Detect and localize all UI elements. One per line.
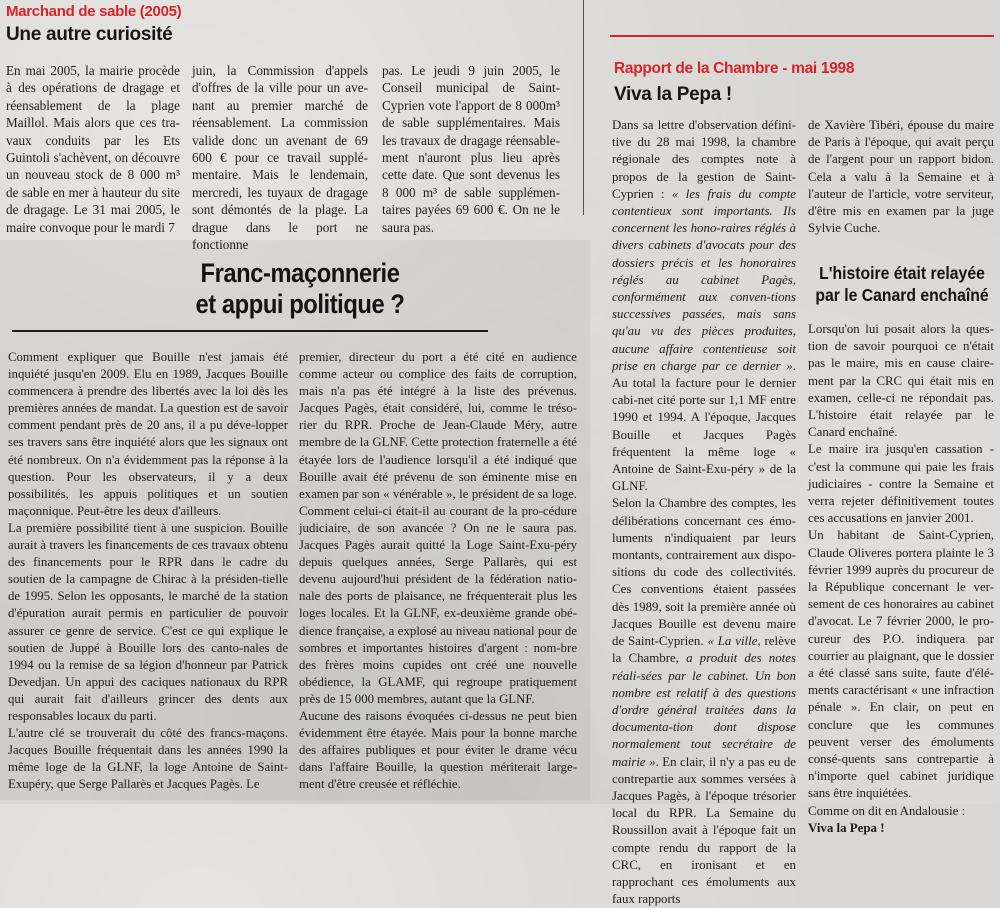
franc-column-2	[299, 349, 577, 793]
column-divider	[583, 0, 584, 215]
pepa-text: . En clair, il n'y a pas eu de contrepartie aux sommes versées à Jacques Pagès, à l'époque trésorier local du RPR. La Semaine du Roussillon avait à l'époque fait un compte rendu du rapport de la CRC, en ironisant et en rapprochant ces émoluments aux faux rapports	[612, 754, 796, 907]
pepa-text: . Au total la facture pour le dernier cabi-net cité porte sur 1,1 MF entre 1990 et 1994. A l'époque, Jacques Bouille et Jacques Pagès fréquentent la même loge « Antoine de Saint-Exu-péry » de la GLNF.	[612, 358, 796, 494]
pepa-text: Dans sa lettre d'observation défini-tive du 28 mai 1998, la chambre régionale des comptes note à propos de la gestion de Saint-Cyprien :	[612, 118, 796, 201]
pepa-paragraph: de Xavière Tibéri, épouse du maire de Paris à l'époque, qui avait perçu de l'argent pour un rapport bidon. Cela a valu à la Semaine et à l'auteur de l'article, votre serviteur, d'être mis en examen par la juge Sylvie Cuche.	[808, 118, 994, 236]
pepa-subhead-line-1: L'histoire était relayée	[819, 263, 985, 283]
franc-headline	[71, 258, 529, 320]
pepa-text: Selon la Chambre des comptes, les délibérations concernant ces émo-luments n'indiquaient par leurs montants, contrairement aux dispo-sitions du code des collectivités. Ces conventions étaient passées dès 1989, soit la première année où Jacques Bouille est devenu maire de Saint-Cyprien.	[612, 496, 796, 649]
sable-kicker: Marchand de sable (2005)	[6, 3, 182, 20]
pepa-text: , relève la Chambre,	[612, 634, 796, 666]
franc-paragraph: La première possibilité tient à une suspicion. Bouille aurait à travers les financements de ces travaux obtenu des financements pour le RPR dans le cadre du soutien de la campagne de Chirac à la présiden-tielle de 1995. Selon les opposants, le marché de la station d'épuration aurait permis en particulier de pouvoir assurer ce genre de service. C'est ce qui explique le soutien de Juppé à Bouille lors des canto-nales de 1994 ou la remise de sa légion d'honneur par Patrick Devedjan. Un appui des caciques nationaux du RPR qui aurait fait d'ailleurs grincer des dents aux responsables locaux du parti.	[8, 520, 288, 723]
pepa-paragraph: Un habitant de Saint-Cyprien, Claude Oliveres portera plainte le 3 février 1999 auprès du procureur de la République concernant le ver-sement de ces honoraires au cabinet d'avocat. Le 7 février 2000, le pro-cureur des P.O. indiquera par courrier au plaignant, que le dossier a été classé sans suite, faute d'élé-ments caractérisant « une infraction pénale ». En clair, on peut en conclure que les communes peuvent verser des émoluments consé-quents sans contrepartie à n'importe quel cabinet juridique sans être inquiétées.	[808, 528, 994, 801]
pepa-column-2	[808, 117, 994, 237]
pepa-paragraph: Lorsqu'on lui posait alors la ques-tion de savoir pourquoi ce n'était pas le maire, mis en cause claire-ment par la CRC qui était mis en examen, celle-ci ne répondait pas. L'histoire était relayée par le Canard enchaîné.	[808, 322, 994, 440]
franc-paragraph: Comment expliquer que Bouille n'est jamais été inquiété jusqu'en 2009. Elu en 1989, Jacques Bouille commencera à prendre des libertés avec la loi dès les premières années de mandat. La question est de savoir comment pendant près de 20 ans, il a pu déve-lopper ses travers sans être inquiété alors que les signaux ont été nombreux. On n'a évidemment pas la réponse à la question. Pour les observateurs, il y a deux possibilités, les appuis politiques et un soutien maçonnique. Peut-être les deux d'ailleurs.	[8, 350, 288, 518]
pepa-column-1	[612, 117, 796, 908]
pepa-subhead-line-2: par le Canard enchaîné	[815, 285, 989, 305]
pepa-quote: « La ville	[707, 634, 758, 649]
pepa-title: Viva la Pepa !	[614, 84, 732, 105]
franc-headline-line-1: Franc-maçonnerie	[200, 258, 400, 288]
franc-column-1	[8, 349, 288, 793]
franc-paragraph: Aucune des raisons évoquées ci-dessus ne peut bien évidemment être étayée. Mais pour la bonne marche des affaires publiques et pour éviter le drame vécu dans l'affaire Bouille, la question mériterait large-ment d'être creusée et réfléchie.	[299, 708, 577, 792]
sable-column-1: En mai 2005, la mairie procède à des opérations de dragage et réensablement de la plage Maillol. Mais alors que ces tra-vaux conduits par les Ets Guintoli s'achèvent, on découvre un nouveau stock de 8 000 m³ de sable en mer à hauteur du site de dragage. Le 31 mai 2005, le maire convoque pour le mardi 7	[6, 63, 180, 235]
sable-column-2: juin, la Commission d'appels d'offres de la ville pour un ave-nant au premier marché de réensablement. La commission valide donc un avenant de 69 600 € pour ce travail supplé-mentaire. Mais le lendemain, mercredi, les tuyaux de dragage sont démontés de la plage. La drague dans le port ne fonctionne	[192, 63, 368, 253]
pepa-paragraph	[612, 117, 796, 495]
pepa-quote: « les frais du compte contentieux sont importants. Ils concernent les hono-raires réglés à divers cabinets d'avocats pour des dossiers précis et les honoraires réglés au cabinet Pagès, conformément aux conven-tions successives passées, mais sans qu'au vu des pièces produites, aucune affaire contentieuse soit prise en charge par ce dernier »	[612, 186, 796, 373]
pepa-quote: a produit des notes réali-sées par le cabinet. Un bon nombre est relatif à des questions d'ordre général traitées dans la documenta-tion dont dispose normalement tout secrétaire de mairie »	[612, 651, 796, 769]
pepa-signoff: Viva la Pepa !	[808, 820, 885, 835]
franc-paragraph: premier, directeur du port a été cité en audience comme acteur ou complice des faits de corruption, mais n'a pas été intégré à la liste des prévenus. Jacques Pagès, était considéré, lui, comme le tréso-rier du RPR. Proche de Jean-Claude Méry, autre membre de la GLNF. Cette protection fraternelle a été étayée lors de l'audience lorsqu'il a été indiqué que Bouille avait été prévenu de son éminente mise en examen par son « vénérable », le président de sa loge. Comment celui-ci était-il au courant de la pro-cédure judiciaire, de son avancée ? On ne le saura pas. Jacques Pagès aurait quitté la Loge Saint-Exu-péry depuis quelques années, Serge Pallarès, qui est devenu aujourd'hui président de la fédération natio-nale des ports de plaisance, ne fréquenterait plus les loges locales. Et la GLNF, ex-deuxième grande obé-dience française, a explosé au niveau national pour de sombres et importantes histoires d'argent : nom-bre des frères moins cupides ont créé une nouvelle obédience, la GLAMF, qui regroupe pratiquement près de 15 000 membres, autant que la GLNF.	[299, 350, 577, 706]
pepa-column-2-continued	[808, 321, 994, 837]
pepa-subhead	[814, 262, 990, 306]
pepa-paragraph	[612, 495, 796, 908]
franc-headline-line-2: et appui politique ?	[195, 289, 405, 319]
sable-title: Une autre curiosité	[6, 24, 173, 45]
pepa-kicker: Rapport de la Chambre - mai 1998	[614, 60, 855, 77]
franc-headline-rule	[12, 330, 488, 332]
pepa-top-rule	[610, 35, 994, 37]
pepa-paragraph: Le maire ira jusqu'en cassation - c'est la commune qui paie les frais judiciaires - contre la Semaine et verra rejeter définitivement toutes ces accusations en janvier 2001.	[808, 442, 994, 526]
franc-paragraph: L'autre clé se trouverait du côté des francs-maçons. Jacques Bouille fréquentait dans les années 1990 la même loge de la GLNF, la loge Antoine de Saint-Exupéry, que Serge Pallarès et Jacques Pagès. Le	[8, 726, 288, 792]
sable-column-3: pas. Le jeudi 9 juin 2005, le Conseil municipal de Saint-Cyprien vote l'apport de 8 000m³ de sable supplémentaires. Mais les travaux de dragage réensable-ment n'auront plus lieu après cette date. Que sont devenus les 8 000 m³ de sable supplémen-taires payées 69 600 €. On ne le saura pas.	[382, 63, 560, 235]
pepa-paragraph: Comme on dit en Andalousie :	[808, 803, 966, 818]
